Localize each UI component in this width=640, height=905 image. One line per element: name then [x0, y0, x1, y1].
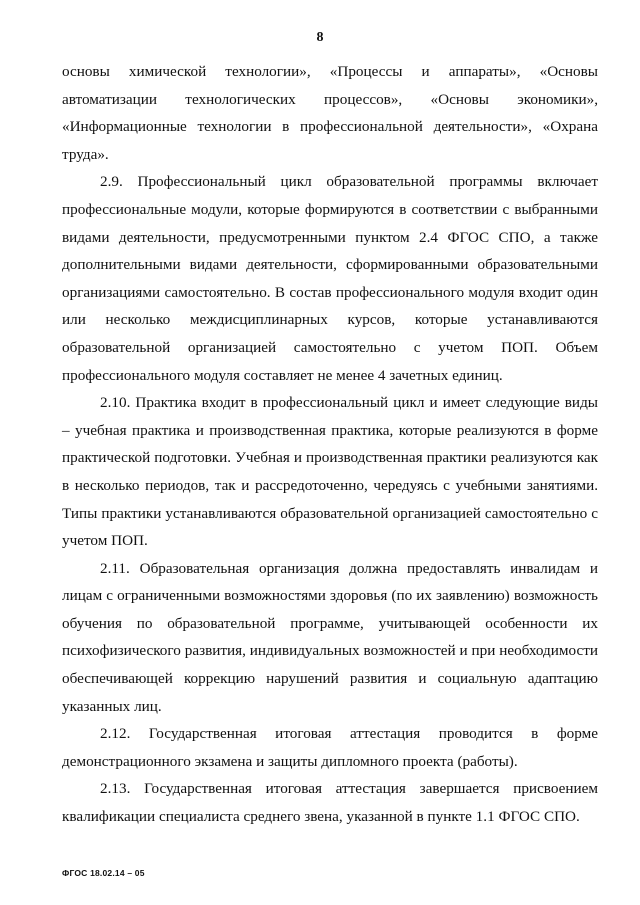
- paragraph-2-10: 2.10. Практика входит в профессиональный цикл и имеет следующие виды – учебная практика и производственная практика, которые реализуются в форме практической подготовки. Учебная и производственная практики реализуются как в несколько периодов, так и рассредоточенно, чередуясь с учебными занятиями. Типы практики устанавливаются образовательной организацией самостоятельно с учетом ПОП.: [62, 394, 598, 550]
- document-body: [62, 58, 598, 831]
- document-footer-code: ФГОС 18.02.14 – 05: [62, 868, 145, 878]
- paragraph-2-9: 2.9. Профессиональный цикл образовательной программы включает профессиональные модули, которые формируются в соответствии с выбранными видами деятельности, предусмотренными пунктом 2.4 ФГОС СПО, а также дополнительными видами деятельности, сформированными образовательными организациями самостоятельно. В состав профессионального модуля входит один или несколько междисциплинарных курсов, которые устанавливаются образовательной организацией самостоятельно с учетом ПОП. Объем профессионального модуля составляет не менее 4 зачетных единиц.: [62, 173, 598, 384]
- paragraph-2-13: 2.13. Государственная итоговая аттестация завершается присвоением квалификации специалиста среднего звена, указанной в пункте 1.1 ФГОС СПО.: [62, 780, 598, 826]
- paragraph-continuation: основы химической технологии», «Процессы и аппараты», «Основы автоматизации технологических процессов», «Основы экономики», «Информационные технологии в профессиональной деятельности», «Охрана труда».: [62, 63, 598, 163]
- paragraph-2-12: 2.12. Государственная итоговая аттестация проводится в форме демонстрационного экзамена и защиты дипломного проекта (работы).: [62, 725, 598, 770]
- page-number: 8: [316, 30, 324, 45]
- paragraph-2-11: 2.11. Образовательная организация должна предоставлять инвалидам и лицам с ограниченными возможностями здоровья (по их заявлению) возможность обучения по образовательной программе, учитывающей особенности их психофизического развития, индивидуальных возможностей и при необходимости обеспечивающей коррекцию нарушений развития и социальную адаптацию указанных лиц.: [62, 559, 598, 715]
